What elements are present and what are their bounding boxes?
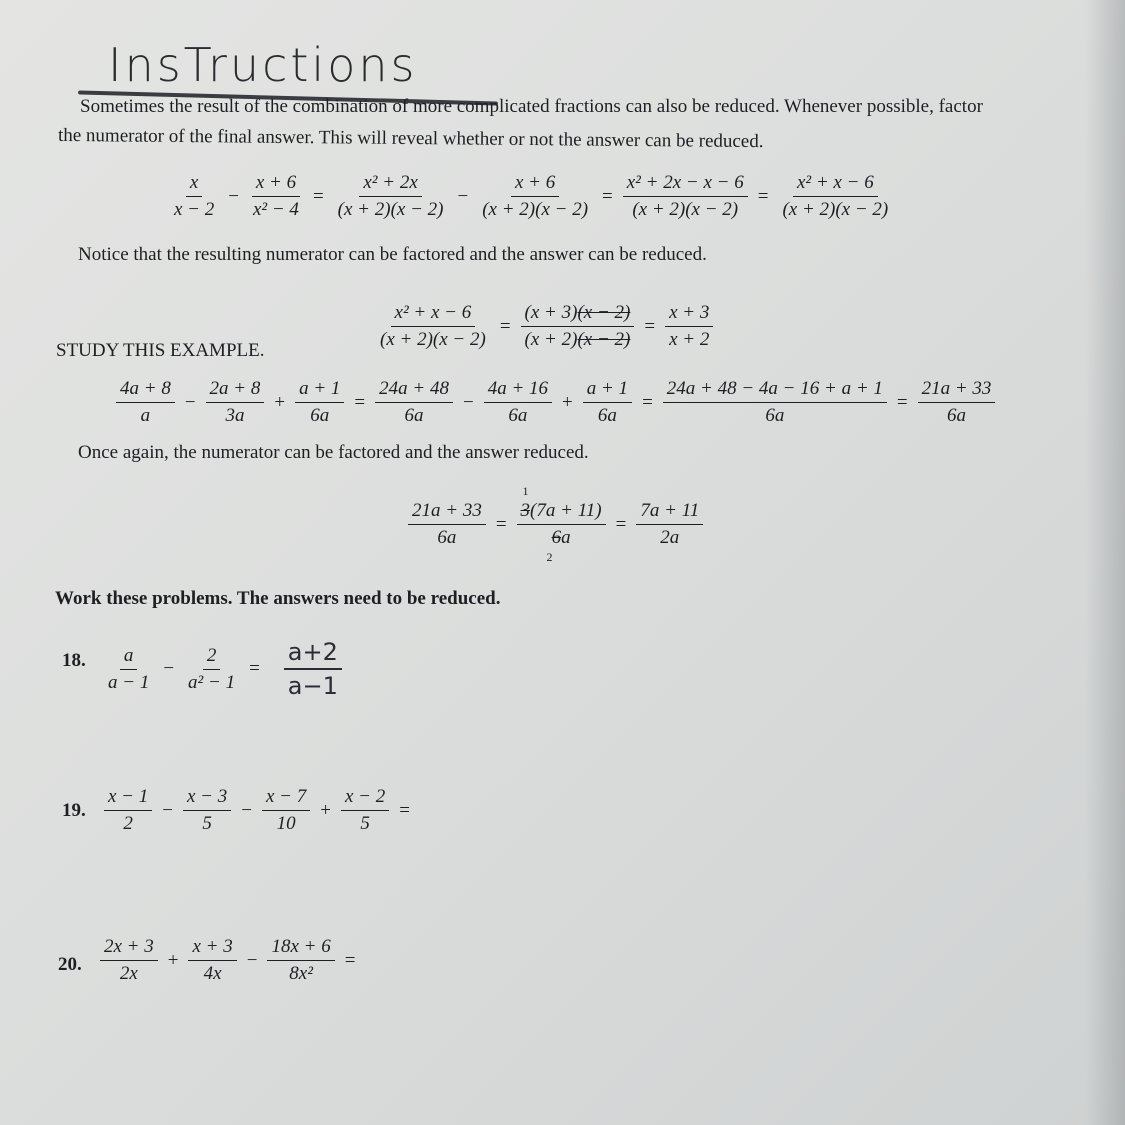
denominator: a — [140, 405, 151, 426]
numerator: x + 3 — [188, 936, 236, 961]
math-operator: = — [399, 799, 410, 821]
handwritten-answer-18 — [284, 638, 342, 700]
numerator: x² + 2x — [359, 172, 421, 197]
problem-20-number: 20. — [58, 954, 82, 975]
fraction — [183, 786, 231, 835]
math-operator: + — [274, 391, 286, 413]
numerator: x² + x − 6 — [391, 302, 476, 327]
math-operator: = — [615, 513, 627, 535]
fraction — [484, 378, 552, 427]
math-operator: = — [495, 513, 507, 535]
denominator: 5 — [202, 813, 212, 834]
fraction — [408, 500, 486, 549]
numerator: x − 3 — [183, 786, 231, 811]
numerator: 21a + 33 — [408, 500, 486, 525]
fraction — [100, 936, 158, 985]
numerator: 4a + 8 — [116, 378, 175, 403]
numerator: x + 3 — [665, 302, 713, 327]
denominator: a − 1 — [108, 671, 150, 693]
math-term: 2 — [546, 550, 553, 564]
fraction — [334, 172, 448, 221]
denominator: x² − 4 — [252, 199, 299, 220]
fraction — [375, 378, 453, 427]
fraction-cancelled — [517, 484, 606, 564]
numerator — [521, 302, 635, 327]
numerator: x + 6 — [511, 172, 559, 197]
numerator: x − 1 — [104, 786, 152, 811]
denominator: x + 2 — [669, 329, 710, 350]
denominator: 6a — [310, 405, 330, 426]
numerator: x² + x − 6 — [793, 172, 878, 197]
math-operator: − — [228, 185, 239, 207]
denominator: (x + 2)(x − 2) — [482, 199, 589, 220]
fraction — [478, 172, 592, 221]
math-term: (x − 2) — [577, 329, 631, 350]
denominator: (x + 2)(x − 2) — [782, 199, 889, 220]
math-operator: = — [312, 185, 324, 207]
example-2-equation — [112, 378, 999, 427]
fraction-cancelled — [521, 302, 635, 351]
math-operator: = — [757, 185, 769, 207]
denominator: 3a — [225, 405, 245, 426]
intro-line-2: the numerator of the final answer. This will reveal whether or not the answer can be reduced. — [57, 124, 764, 153]
numerator: 2a + 8 — [206, 378, 265, 403]
math-operator: = — [499, 315, 511, 337]
denominator: 4x — [203, 963, 222, 984]
denominator: a² − 1 — [188, 671, 236, 693]
study-label: STUDY THIS EXAMPLE. — [56, 340, 265, 361]
fraction — [663, 378, 887, 427]
page-edge-shadow — [1085, 0, 1125, 1125]
math-term: a — [561, 527, 571, 548]
reduction-2-equation — [404, 484, 707, 564]
notice-text: Notice that the resulting numerator can be factored and the answer can be reduced. — [78, 244, 707, 265]
numerator — [517, 500, 606, 525]
fraction — [376, 302, 490, 351]
numerator: x − 2 — [341, 786, 389, 811]
math-operator: + — [320, 799, 331, 821]
denominator: 5 — [360, 813, 370, 834]
numerator: 4a + 16 — [484, 378, 552, 403]
math-term: 6 — [551, 527, 562, 548]
example-1-equation — [166, 172, 896, 221]
fraction — [184, 645, 239, 694]
math-operator: − — [246, 949, 258, 971]
work-heading: Work these problems. The answers need to be reduced. — [55, 588, 501, 609]
fraction — [778, 172, 892, 221]
problem-18-equation — [100, 638, 346, 700]
numerator: 7a + 11 — [636, 500, 703, 525]
fraction — [918, 378, 996, 427]
denominator: 6a — [508, 405, 528, 426]
numerator: a+2 — [284, 638, 342, 670]
fraction — [116, 378, 175, 427]
denominator: 2x — [119, 963, 138, 984]
denominator: (x + 2)(x − 2) — [632, 199, 739, 220]
denominator: 2 — [123, 813, 133, 834]
denominator — [521, 327, 635, 351]
math-operator: − — [163, 658, 175, 679]
fraction — [583, 378, 632, 427]
fraction — [104, 786, 152, 835]
once-again-text: Once again, the numerator can be factored and the answer reduced. — [78, 442, 589, 463]
problem-20-equation — [96, 936, 361, 985]
denominator: 2a — [660, 527, 680, 548]
math-operator: − — [162, 799, 173, 821]
denominator: 8x² — [289, 963, 313, 984]
numerator: 2x + 3 — [100, 936, 158, 961]
denominator — [548, 525, 575, 549]
math-operator: = — [896, 391, 908, 413]
math-operator: = — [249, 658, 260, 679]
fraction — [188, 936, 236, 985]
math-operator: − — [462, 391, 474, 413]
denominator: 6a — [404, 405, 424, 426]
math-term: 3 — [520, 500, 531, 521]
math-operator: + — [562, 391, 573, 413]
problem-19-equation — [100, 786, 416, 835]
denominator: 10 — [276, 813, 296, 834]
numerator: 24a + 48 − 4a − 16 + a + 1 — [663, 378, 887, 403]
denominator: (x + 2)(x − 2) — [380, 329, 486, 350]
numerator: 2 — [203, 645, 221, 670]
fraction — [295, 378, 344, 427]
fraction — [267, 936, 334, 985]
math-operator: = — [344, 949, 356, 971]
reduction-1-equation — [372, 302, 717, 351]
numerator: a — [120, 645, 138, 670]
numerator: 18x + 6 — [267, 936, 334, 961]
numerator: 21a + 33 — [918, 378, 996, 403]
numerator: x² + 2x − x − 6 — [623, 172, 748, 197]
math-term: (x + 3) — [524, 302, 578, 323]
math-operator: = — [642, 391, 653, 413]
denominator: 6a — [947, 405, 967, 426]
fraction — [249, 172, 303, 221]
numerator: 24a + 48 — [375, 378, 453, 403]
math-operator: = — [644, 315, 656, 337]
fraction — [665, 302, 713, 351]
math-operator: − — [184, 391, 196, 413]
handwritten-heading: InsTructions — [108, 38, 418, 92]
numerator: a + 1 — [583, 378, 632, 403]
denominator: x − 2 — [174, 199, 215, 220]
math-operator: = — [354, 391, 366, 413]
intro-line-1: Sometimes the result of the combination of more complicated fractions can also be reduced. Whenever possible, factor — [80, 96, 983, 117]
fraction — [104, 645, 153, 694]
math-operator: + — [167, 949, 179, 971]
math-term: (7a + 11) — [530, 500, 602, 521]
denominator: 6a — [765, 405, 785, 426]
fraction — [262, 786, 310, 835]
fraction — [206, 378, 265, 427]
denominator: 6a — [437, 527, 457, 548]
fraction — [170, 172, 218, 221]
math-operator: = — [602, 185, 613, 207]
denominator: 6a — [597, 405, 617, 426]
denominator: a−1 — [287, 672, 338, 700]
fraction — [623, 172, 748, 221]
numerator: x + 6 — [252, 172, 300, 197]
denominator: (x + 2)(x − 2) — [337, 199, 444, 220]
math-operator: − — [241, 799, 252, 821]
math-term: (x − 2) — [577, 302, 631, 323]
numerator: x − 7 — [262, 786, 310, 811]
numerator: a + 1 — [295, 378, 344, 403]
math-term: 1 — [522, 484, 529, 498]
problem-19-number: 19. — [62, 800, 86, 821]
math-term: (x + 2) — [524, 329, 578, 350]
fraction — [636, 500, 703, 549]
math-operator: − — [457, 185, 469, 207]
problem-18-number: 18. — [62, 650, 86, 671]
numerator: x — [186, 172, 202, 197]
fraction — [341, 786, 389, 835]
